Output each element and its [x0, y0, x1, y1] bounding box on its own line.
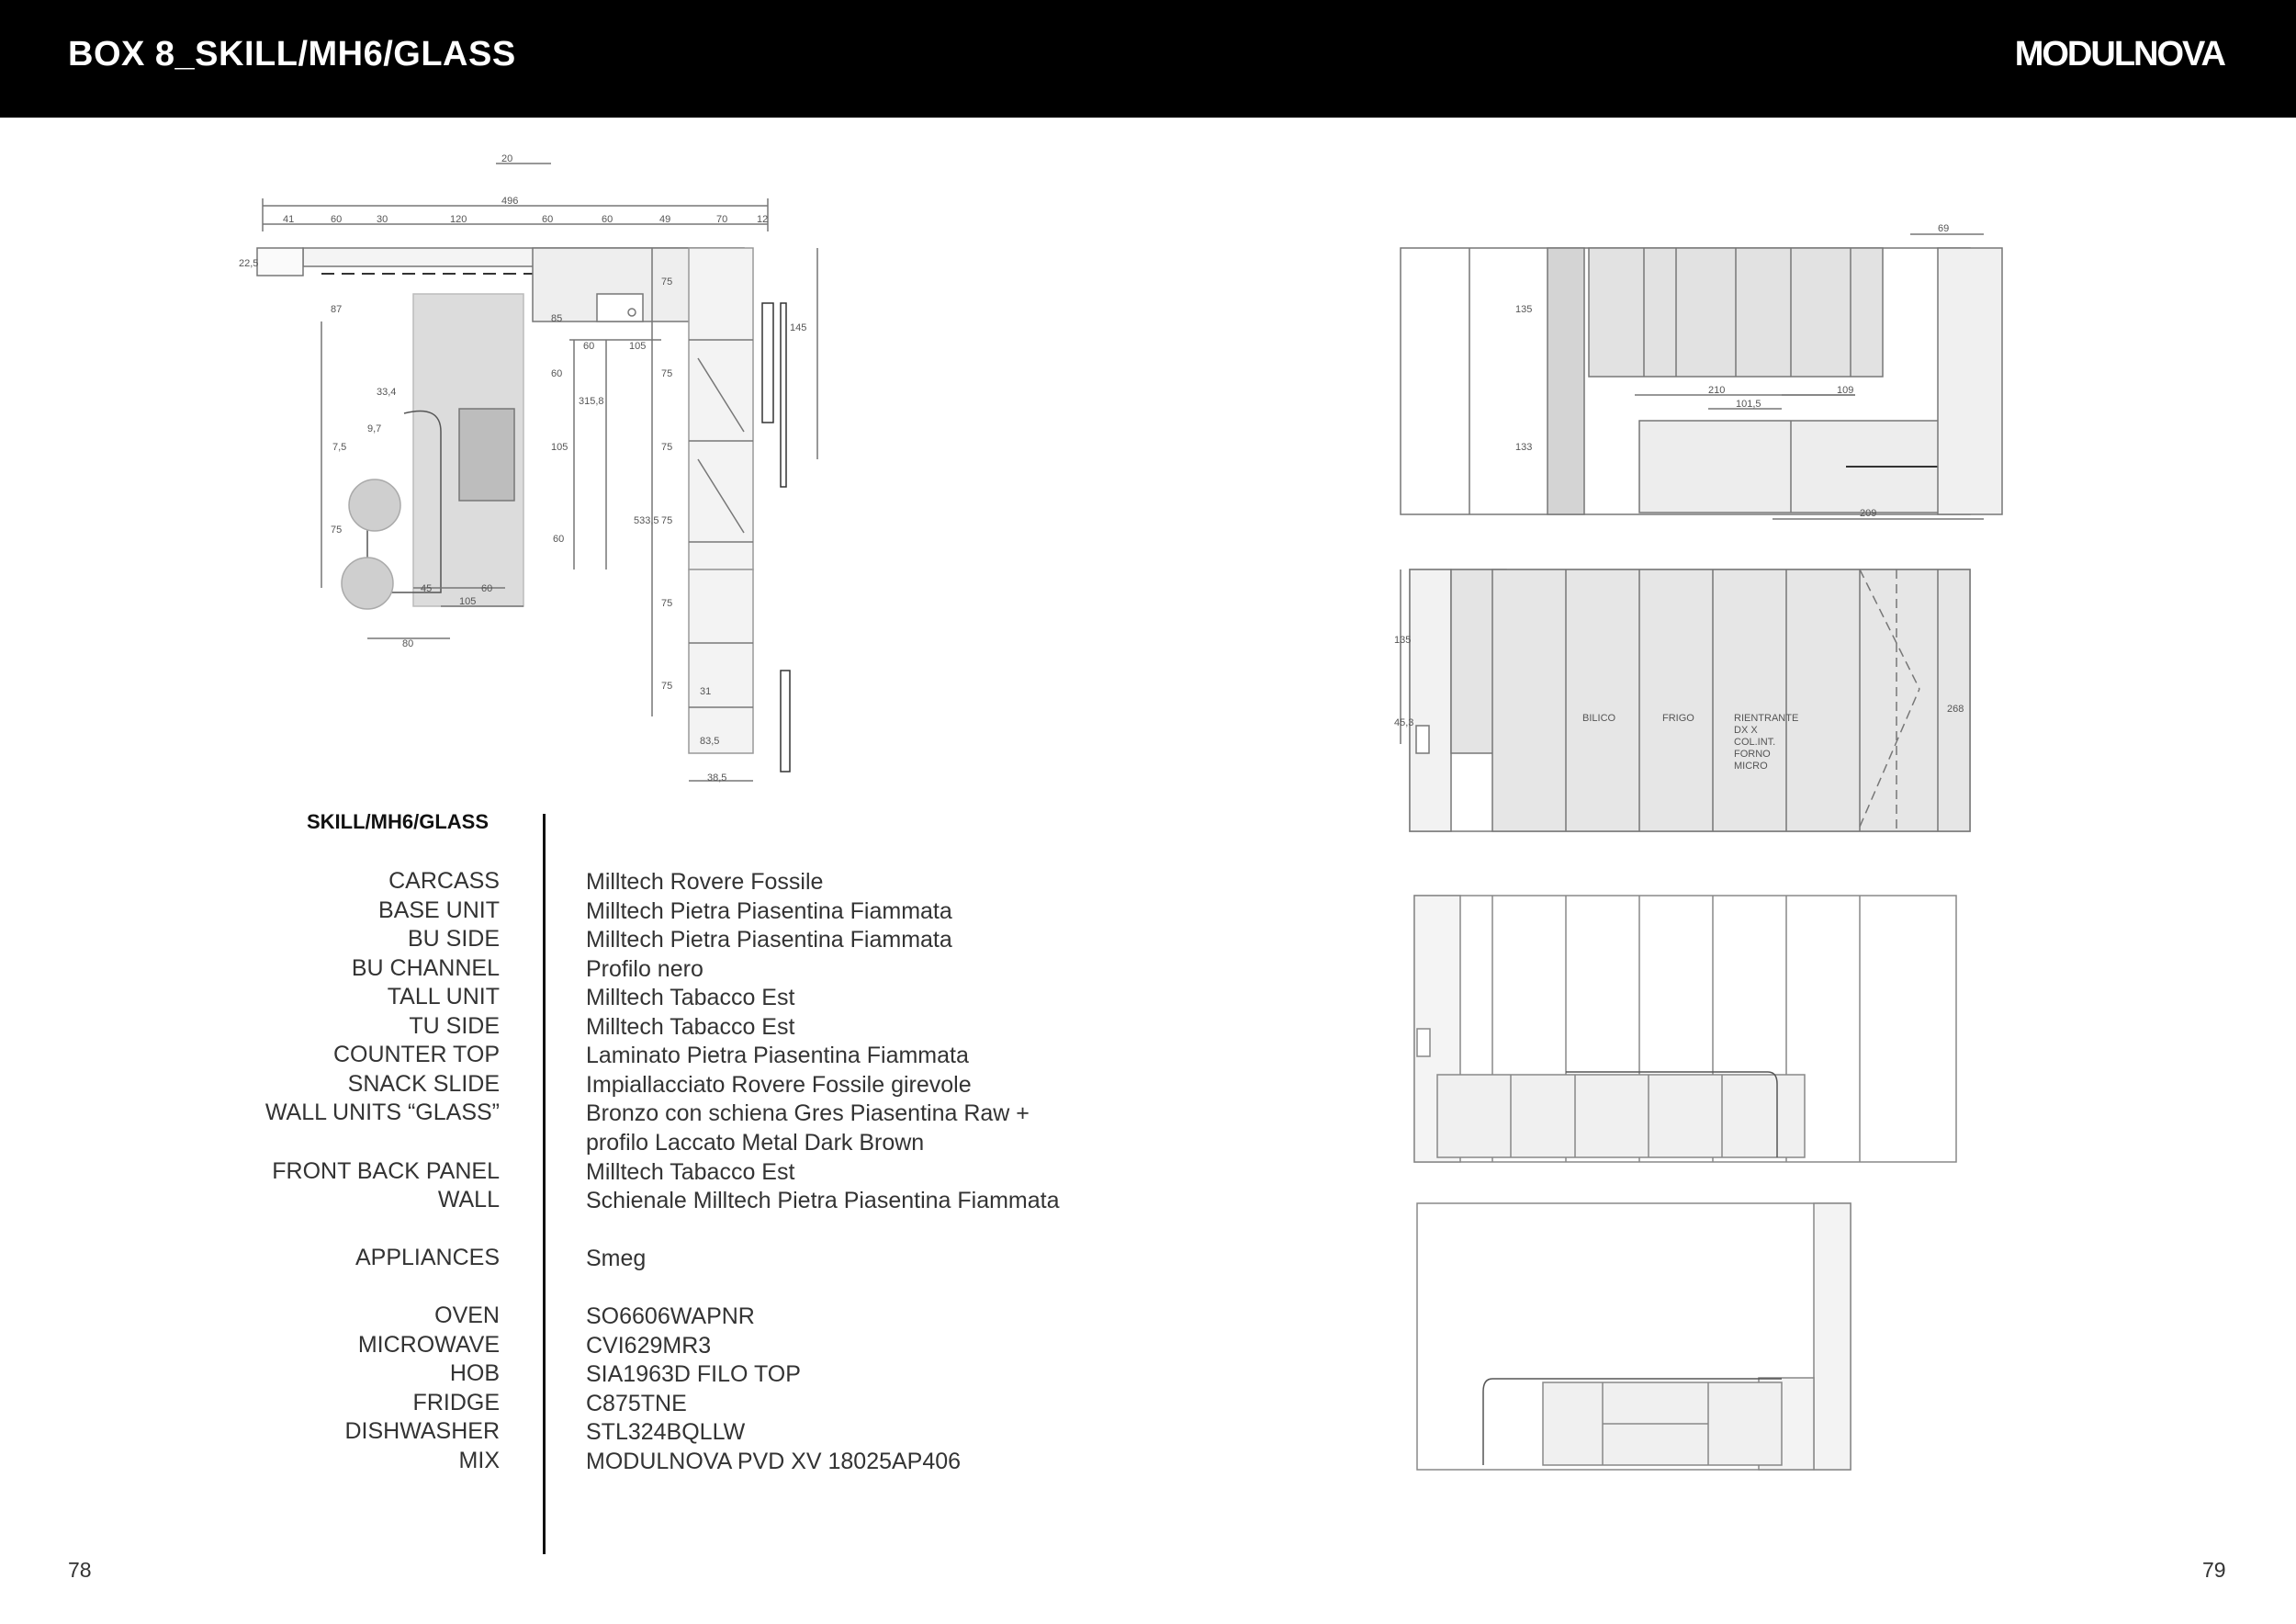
svg-text:30: 30: [377, 214, 388, 225]
spec-value: Laminato Pietra Piasentina Fiammata: [586, 1043, 969, 1068]
spec-value: Milltech Pietra Piasentina Fiammata: [586, 898, 952, 924]
spec-value: Impiallacciato Rovere Fossile girevole: [586, 1072, 972, 1098]
spec-row: [0, 1448, 1102, 1477]
spec-value: profilo Laccato Metal Dark Brown: [586, 1130, 925, 1156]
svg-text:7,5: 7,5: [332, 442, 347, 453]
spec-label: FRIDGE: [412, 1390, 500, 1415]
spec-row: [0, 1042, 1102, 1071]
svg-text:120: 120: [450, 214, 467, 225]
svg-text:33,4: 33,4: [377, 387, 397, 398]
elevation-drawing-d: [1414, 1199, 1855, 1474]
spec-label: WALL: [437, 1187, 500, 1212]
svg-text:60: 60: [331, 214, 343, 225]
svg-text:75: 75: [661, 368, 673, 379]
elevation-drawing-b: [1396, 560, 2002, 845]
spec-label: HOB: [449, 1360, 500, 1386]
spec-label: MICROWAVE: [357, 1332, 500, 1358]
spec-label: DISHWASHER: [344, 1418, 500, 1444]
spec-value: SIA1963D FILO TOP: [586, 1361, 801, 1387]
svg-text:75: 75: [661, 598, 673, 609]
spec-value: Profilo nero: [586, 956, 703, 982]
svg-text:209: 209: [1860, 508, 1877, 519]
spec-label: WALL UNITS “GLASS”: [264, 1100, 500, 1125]
spec-value: Milltech Tabacco Est: [586, 985, 795, 1010]
page-title: BOX 8_SKILL/MH6/GLASS: [68, 35, 516, 73]
svg-text:45,3: 45,3: [1394, 717, 1414, 728]
label-forno: FORNO: [1734, 749, 1771, 760]
spec-value: Milltech Tabacco Est: [586, 1014, 795, 1040]
svg-text:105: 105: [459, 596, 477, 607]
svg-text:105: 105: [551, 442, 568, 453]
spec-row: [0, 1100, 1102, 1129]
svg-text:38,5: 38,5: [707, 773, 727, 784]
spec-label: SNACK SLIDE: [347, 1071, 500, 1097]
svg-text:60: 60: [542, 214, 554, 225]
floor-plan-drawing: [230, 153, 836, 799]
svg-text:105: 105: [629, 341, 647, 352]
spec-value: Milltech Pietra Piasentina Fiammata: [586, 927, 952, 953]
spec-row: [0, 1332, 1102, 1361]
svg-text:75: 75: [331, 524, 343, 536]
svg-text:45: 45: [421, 583, 433, 594]
spec-row: [0, 1390, 1102, 1419]
svg-text:60: 60: [481, 583, 493, 594]
spec-row: [0, 1418, 1102, 1448]
svg-text:75: 75: [661, 442, 673, 453]
svg-text:31: 31: [700, 686, 712, 697]
brand-logo: MODULNOVA: [2014, 35, 2224, 73]
spec-row: [0, 1071, 1102, 1100]
svg-text:12: 12: [757, 214, 769, 225]
spec-row: [0, 984, 1102, 1013]
spec-label: BU SIDE: [407, 926, 500, 952]
spec-row: [0, 1245, 1102, 1274]
spec-value: C875TNE: [586, 1391, 687, 1416]
svg-text:70: 70: [716, 214, 728, 225]
svg-text:75: 75: [661, 681, 673, 692]
svg-text:60: 60: [583, 341, 595, 352]
spec-value: Smeg: [586, 1246, 647, 1271]
spec-value: Milltech Tabacco Est: [586, 1159, 795, 1185]
spec-label: FRONT BACK PANEL: [272, 1158, 500, 1184]
elevation-drawing-c: [1410, 891, 1961, 1167]
spec-label: COUNTER TOP: [332, 1042, 500, 1067]
spec-value: Schienale Milltech Pietra Piasentina Fiammata: [586, 1188, 1060, 1213]
svg-text:315,8: 315,8: [579, 396, 604, 407]
svg-text:69: 69: [1938, 223, 1950, 234]
svg-text:60: 60: [602, 214, 613, 225]
spec-label: TU SIDE: [409, 1013, 500, 1039]
spec-label: OVEN: [434, 1303, 500, 1328]
page-number-right: 79: [2202, 1558, 2226, 1582]
svg-text:22,5: 22,5: [239, 258, 259, 269]
spec-row: [0, 868, 1102, 897]
spec-row: [0, 1187, 1102, 1216]
svg-text:9,7: 9,7: [367, 423, 382, 434]
spec-label: BU CHANNEL: [351, 955, 500, 981]
svg-text:496: 496: [501, 196, 519, 207]
spec-label: BASE UNIT: [378, 897, 500, 923]
svg-text:135: 135: [1515, 304, 1533, 315]
spec-row: [0, 1360, 1102, 1390]
spec-row: [0, 1158, 1102, 1188]
svg-text:533,5: 533,5: [634, 515, 659, 526]
spec-label: TALL UNIT: [387, 984, 500, 1009]
svg-text:20: 20: [501, 153, 513, 164]
spec-row: [0, 955, 1102, 985]
svg-text:75: 75: [661, 515, 673, 526]
spec-label: APPLIANCES: [355, 1245, 500, 1270]
label-bilico: BILICO: [1582, 713, 1616, 724]
spec-label: CARCASS: [388, 868, 500, 894]
spec-value: STL324BQLLW: [586, 1419, 746, 1445]
elevation-drawing-a: [1396, 220, 2002, 533]
svg-text:60: 60: [553, 534, 565, 545]
label-dx: DX X: [1734, 725, 1758, 736]
spec-value: SO6606WAPNR: [586, 1303, 755, 1329]
svg-text:75: 75: [661, 276, 673, 288]
page-number-left: 78: [68, 1558, 92, 1582]
svg-text:41: 41: [283, 214, 295, 225]
label-col-int: COL.INT.: [1734, 737, 1776, 748]
spec-row: [0, 926, 1102, 955]
spec-value: Milltech Rovere Fossile: [586, 869, 824, 895]
label-micro: MICRO: [1734, 761, 1768, 772]
svg-text:268: 268: [1947, 704, 1964, 715]
spec-value: CVI629MR3: [586, 1333, 712, 1359]
spec-label: MIX: [458, 1448, 500, 1473]
spec-row: [0, 1129, 1102, 1158]
svg-text:60: 60: [551, 368, 563, 379]
svg-text:49: 49: [659, 214, 671, 225]
label-frigo: FRIGO: [1662, 713, 1694, 724]
svg-text:133: 133: [1515, 442, 1533, 453]
spec-row: [0, 1303, 1102, 1332]
svg-text:87: 87: [331, 304, 343, 315]
spec-row: [0, 1013, 1102, 1043]
svg-text:109: 109: [1837, 385, 1854, 396]
spec-value: Bronzo con schiena Gres Piasentina Raw +: [586, 1100, 1030, 1126]
svg-text:210: 210: [1708, 385, 1726, 396]
svg-text:145: 145: [790, 322, 807, 333]
label-rientrante: RIENTRANTE: [1734, 713, 1799, 724]
svg-text:83,5: 83,5: [700, 736, 720, 747]
svg-text:85: 85: [551, 313, 563, 324]
spec-heading: SKILL/MH6/GLASS: [307, 810, 490, 833]
svg-text:135: 135: [1394, 635, 1412, 646]
spec-row: [0, 897, 1102, 927]
spec-value: MODULNOVA PVD XV 18025AP406: [586, 1449, 962, 1474]
svg-text:101,5: 101,5: [1736, 399, 1761, 410]
header-bar: [0, 0, 2296, 118]
svg-text:80: 80: [402, 638, 414, 649]
